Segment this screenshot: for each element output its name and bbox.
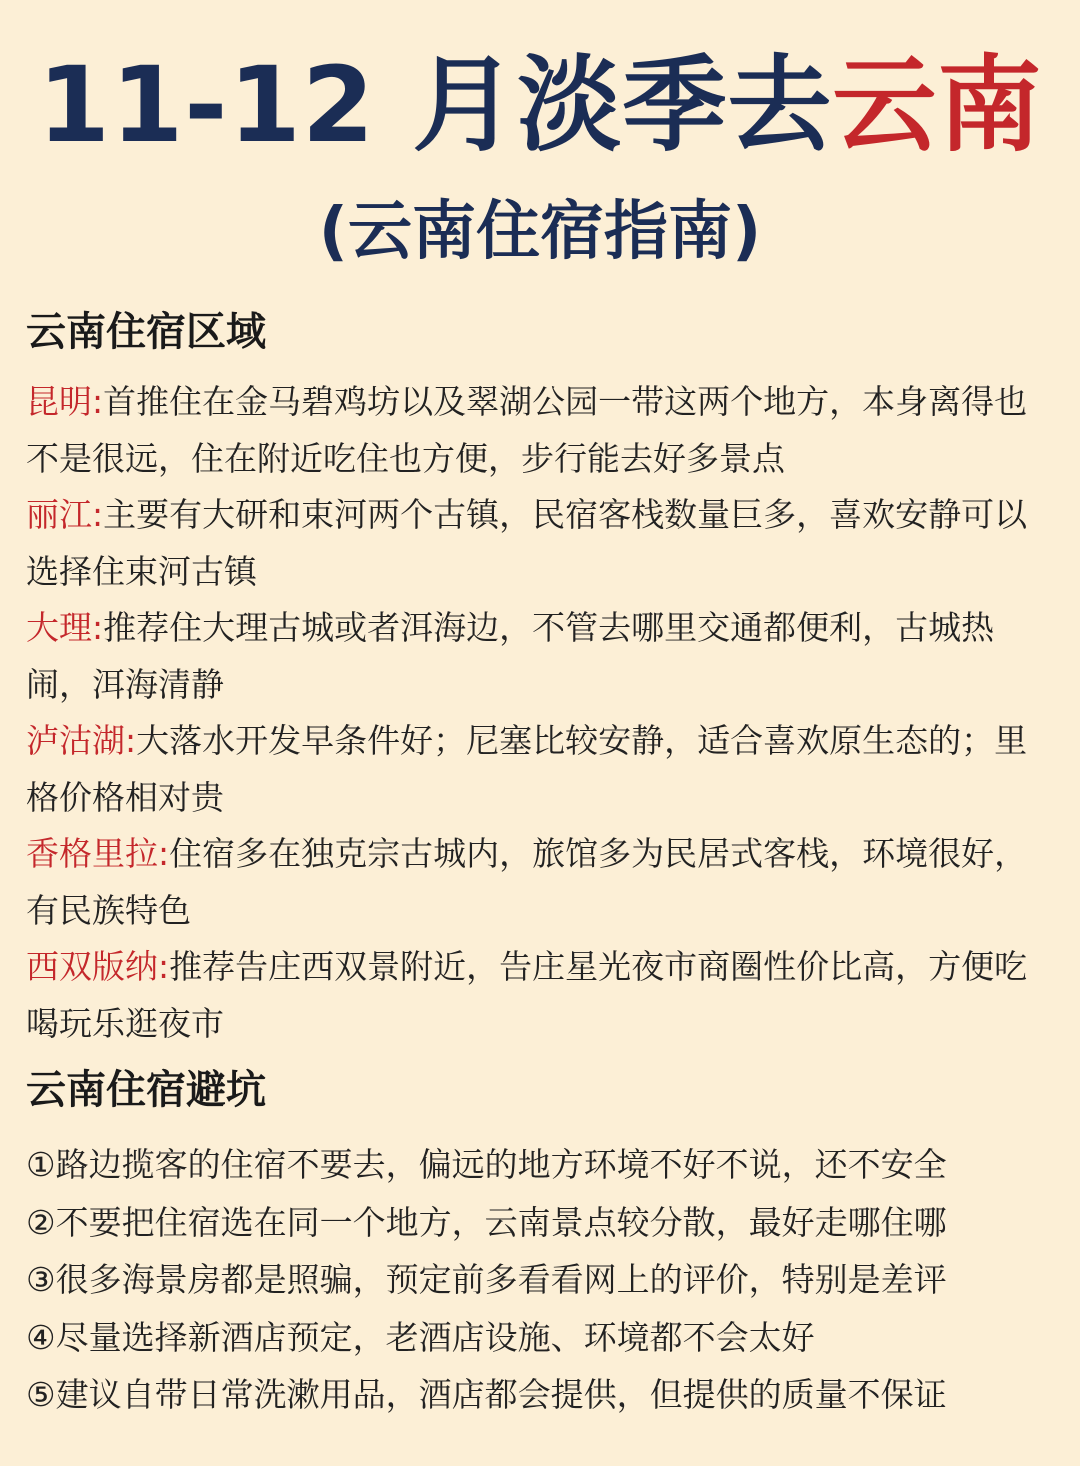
area-item-lijiang [26, 487, 1056, 600]
area-place: 西双版纳: [26, 947, 170, 986]
area-place: 泸沽湖: [26, 721, 137, 760]
page-subtitle: (云南住宿指南) [318, 195, 762, 269]
pitfall-item: ⑤建议自带日常洗漱用品，酒店都会提供，但提供的质量不保证 [26, 1375, 947, 1414]
area-place: 大理: [26, 608, 104, 647]
title-accent: 云南 [832, 44, 1043, 166]
pitfall-item: ①路边揽客的住宿不要去，偏远的地方环境不好不说，还不安全 [26, 1145, 947, 1184]
areas-list [26, 374, 1056, 1052]
pitfall-item: ③很多海景房都是照骗，预定前多看看网上的评价，特别是差评 [26, 1260, 947, 1299]
pitfalls-list [26, 1136, 1056, 1424]
area-place: 丽江: [26, 495, 104, 534]
area-item-lugu-lake [26, 713, 1056, 826]
area-item-dali [26, 600, 1056, 713]
area-text: 推荐住大理古城或者洱海边，不管去哪里交通都便利，古城热闹，洱海清静 [26, 608, 995, 704]
areas-section-heading: 云南住宿区域 [26, 309, 266, 355]
area-place: 香格里拉: [26, 834, 170, 873]
area-place: 昆明: [26, 382, 104, 421]
area-text: 住宿多在独克宗古城内，旅馆多为民居式客栈，环境很好，有民族特色 [26, 834, 1028, 930]
title-main: 11-12 月淡季去 [37, 44, 833, 166]
pitfall-item: ④尽量选择新酒店预定，老酒店设施、环境都不会太好 [26, 1317, 815, 1357]
pitfall-item: ②不要把住宿选在同一个地方，云南景点较分散，最好走哪住哪 [26, 1202, 947, 1242]
area-text: 推荐告庄西双景附近，告庄星光夜市商圈性价比高，方便吃喝玩乐逛夜市 [26, 947, 1028, 1043]
pitfalls-section-heading: 云南住宿避坑 [26, 1067, 266, 1113]
page-title [0, 40, 1080, 170]
area-item-xishuangbanna [26, 939, 1056, 1052]
area-text: 主要有大研和束河两个古镇，民宿客栈数量巨多，喜欢安静可以选择住束河古镇 [26, 495, 1028, 591]
area-item-shangri-la [26, 826, 1056, 939]
area-text: 首推住在金马碧鸡坊以及翠湖公园一带这两个地方，本身离得也不是很远，住在附近吃住也方便，步行能去好多景点 [26, 382, 1028, 478]
area-text: 大落水开发早条件好；尼塞比较安静，适合喜欢原生态的；里格价格相对贵 [26, 721, 1028, 817]
area-item-kunming [26, 374, 1056, 487]
